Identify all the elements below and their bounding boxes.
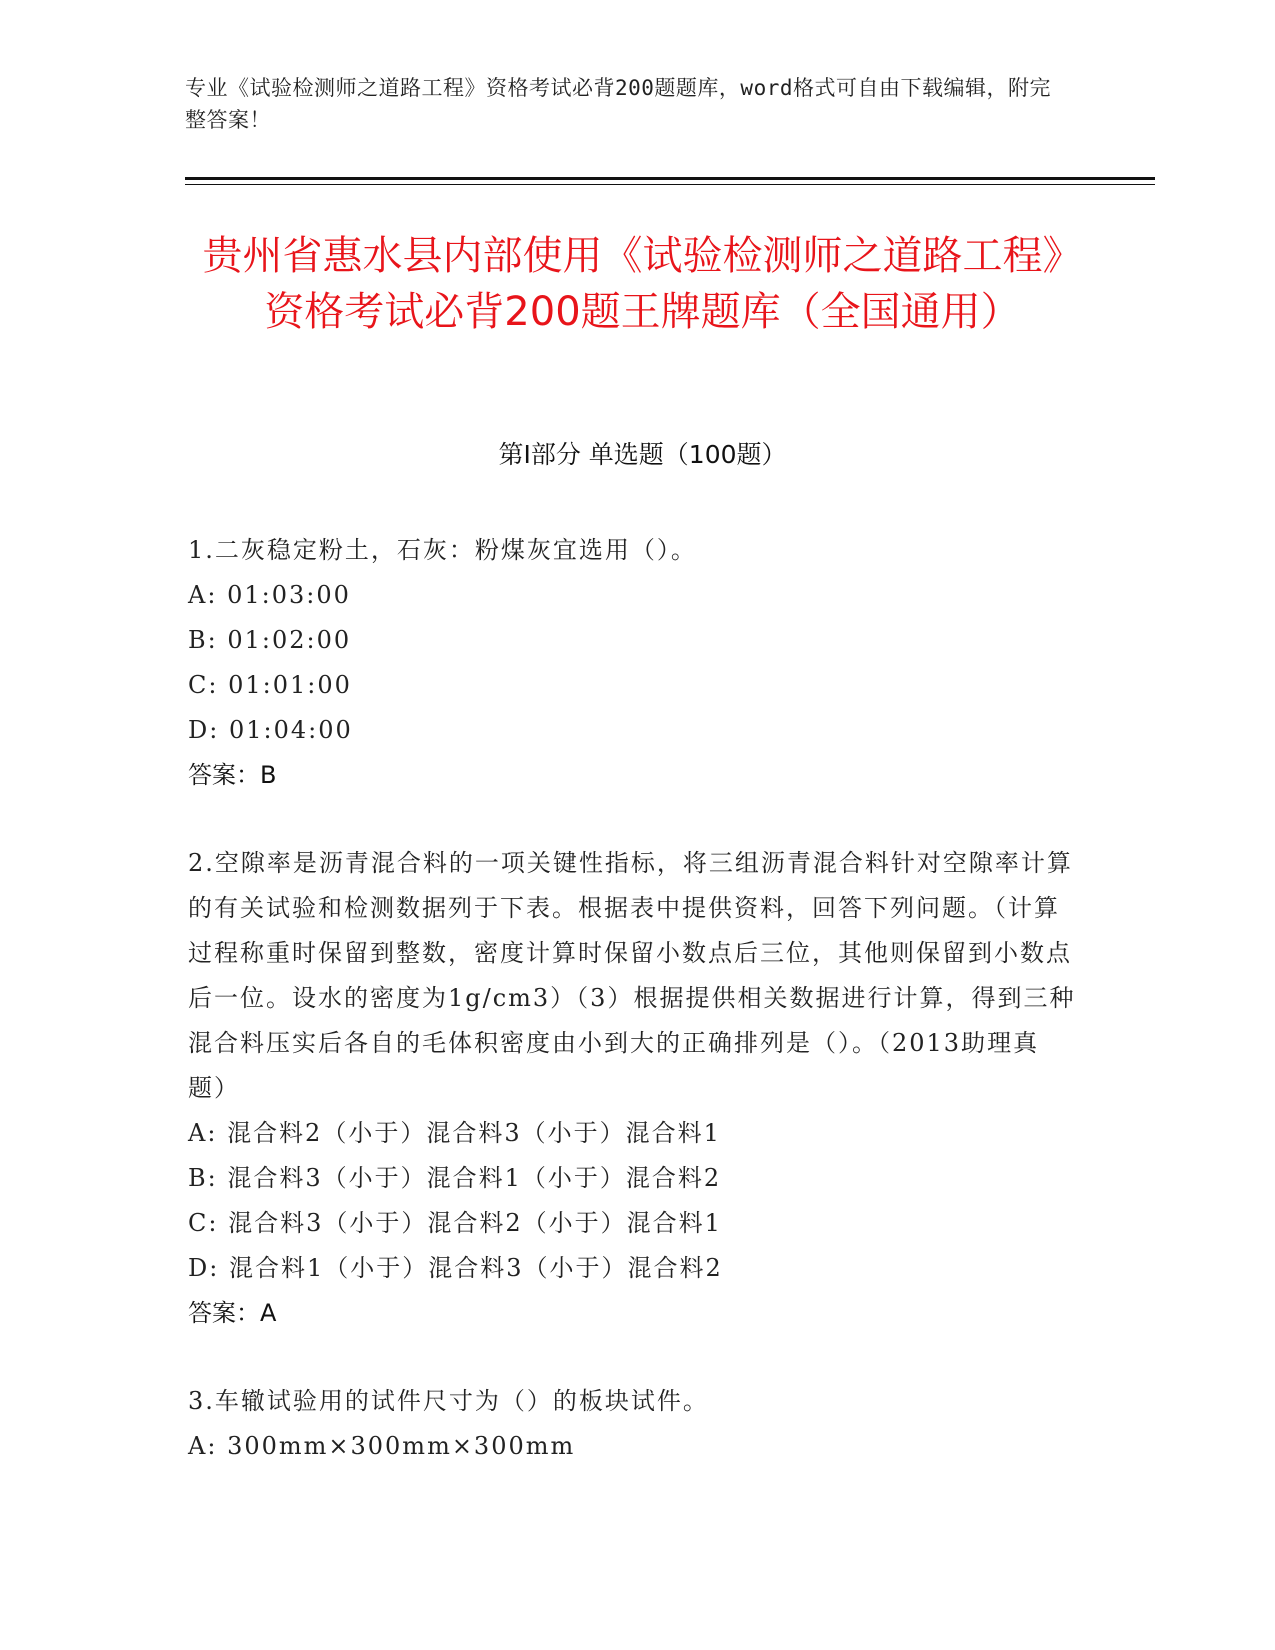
answer-line: 答案：B xyxy=(188,761,277,789)
option-text: 混合料3（小于）混合料1（小于）混合料2 xyxy=(227,1164,722,1192)
document-title: 贵州省惠水县内部使用《试验检测师之道路工程》资格考试必背200题王牌题库（全国通用） xyxy=(202,233,1083,335)
question-3 xyxy=(188,1379,1078,1469)
question-stem: 2.空隙率是沥青混合料的一项关键性指标，将三组沥青混合料针对空隙率计算的有关试验和检测数据列于下表。根据表中提供资料，回答下列问题。（计算过程称重时保留到整数，密度计算时保留小数点后三位，其他则保留到小数点后一位。设水的密度为1g/cm3）（3）根据提供相关数据进行计算，得到三种混合料压实后各自的毛体积密度由小到大的正确排列是（）。（2013助理真题） xyxy=(188,849,1076,1102)
option-b xyxy=(188,1156,1078,1201)
option-a xyxy=(188,1111,1078,1156)
option-key: A: xyxy=(188,1119,218,1147)
option-key: A: xyxy=(188,581,218,609)
answer-line: 答案：A xyxy=(188,1299,277,1327)
option-text: 01:02:00 xyxy=(227,626,352,654)
option-a xyxy=(188,1424,1078,1469)
section-title: 第I部分 单选题（100题） xyxy=(498,440,787,469)
option-key: D: xyxy=(188,1254,220,1282)
option-d xyxy=(188,1246,1078,1291)
header-divider-thin xyxy=(185,184,1155,185)
question-stem: 1.二灰稳定粉土，石灰：粉煤灰宜选用（）。 xyxy=(188,536,697,564)
option-text: 混合料1（小于）混合料3（小于）混合料2 xyxy=(228,1254,723,1282)
question-1 xyxy=(188,528,1078,798)
option-key: D: xyxy=(188,716,220,744)
option-key: A: xyxy=(188,1432,218,1460)
header-divider-thick xyxy=(185,177,1155,180)
option-a xyxy=(188,573,1078,618)
option-text: 01:04:00 xyxy=(228,716,353,744)
option-key: C: xyxy=(188,1209,219,1237)
header-note: 专业《试验检测师之道路工程》资格考试必背200题题库，word格式可自由下载编辑，附完整答案！ xyxy=(185,76,1051,132)
option-key: B: xyxy=(188,626,218,654)
question-list xyxy=(188,528,1078,1512)
question-2 xyxy=(188,841,1078,1336)
option-d xyxy=(188,708,1078,753)
option-text: 01:01:00 xyxy=(228,671,352,699)
option-text: 混合料3（小于）混合料2（小于）混合料1 xyxy=(228,1209,722,1237)
option-c xyxy=(188,1201,1078,1246)
option-text: 300mm×300mm×300mm xyxy=(227,1432,576,1460)
option-b xyxy=(188,618,1078,663)
question-stem: 3.车辙试验用的试件尺寸为（）的板块试件。 xyxy=(188,1387,709,1415)
option-text: 混合料2（小于）混合料3（小于）混合料1 xyxy=(227,1119,721,1147)
option-text: 01:03:00 xyxy=(227,581,351,609)
option-key: B: xyxy=(188,1164,218,1192)
option-c xyxy=(188,663,1078,708)
option-key: C: xyxy=(188,671,219,699)
